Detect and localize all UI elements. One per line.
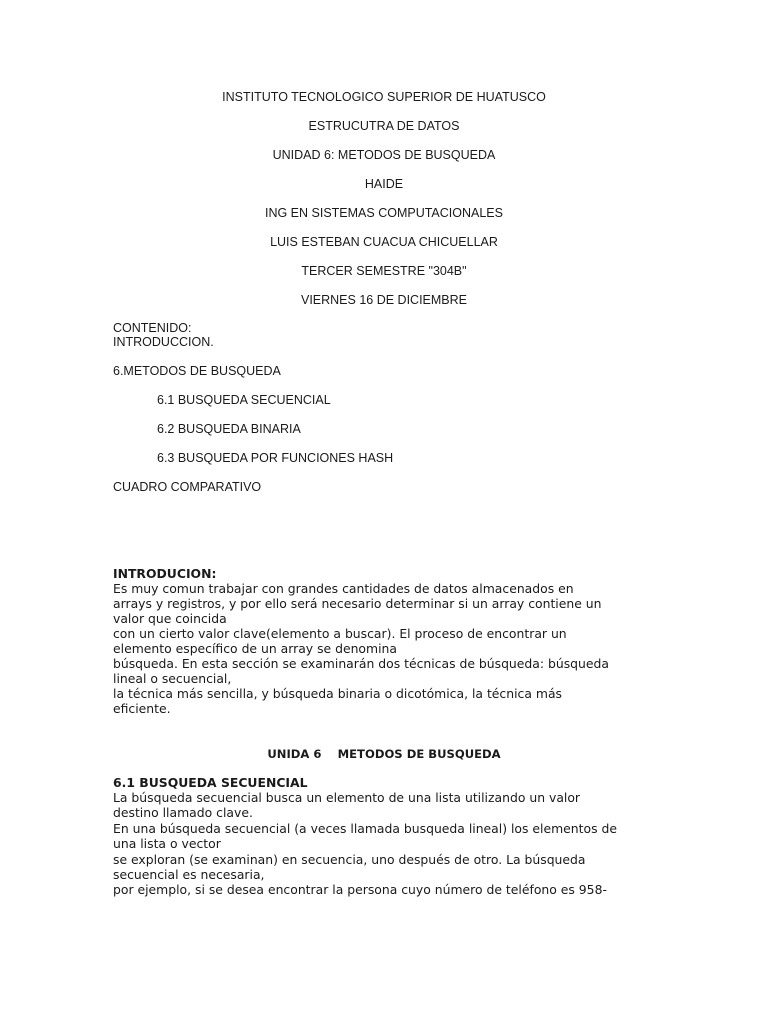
semester-label: TERCER SEMESTRE "304B" bbox=[301, 264, 467, 278]
intro-line: elemento específico de un array se denomina bbox=[113, 641, 397, 656]
intro-line: con un cierto valor clave(elemento a buscar). El proceso de encontrar un bbox=[113, 626, 567, 641]
intro-heading: INTRODUCION: bbox=[113, 566, 217, 581]
intro-line: búsqueda. En esta sección se examinarán dos técnicas de búsqueda: búsqueda bbox=[113, 656, 609, 671]
contents-item: 6.2 BUSQUEDA BINARIA bbox=[157, 422, 301, 436]
sequential-line: secuencial es necesaria, bbox=[113, 867, 265, 882]
sequential-line: La búsqueda secuencial busca un elemento de una lista utilizando un valor bbox=[113, 790, 581, 805]
sequential-line: destino llamado clave. bbox=[113, 805, 253, 820]
subject-name: ESTRUCUTRA DE DATOS bbox=[308, 119, 460, 133]
contents-item: 6.1 BUSQUEDA SECUENCIAL bbox=[157, 393, 331, 407]
intro-line: eficiente. bbox=[113, 701, 171, 716]
intro-line: valor que coincida bbox=[113, 611, 227, 626]
unit-title: UNIDAD 6: METODOS DE BUSQUEDA bbox=[272, 148, 496, 162]
unit-section-heading: UNIDA 6 METODOS DE BUSQUEDA bbox=[267, 747, 501, 761]
teacher-name: HAIDE bbox=[364, 177, 404, 191]
career-name: ING EN SISTEMAS COMPUTACIONALES bbox=[264, 206, 503, 220]
contents-heading: CONTENIDO: bbox=[113, 321, 192, 335]
contents-item: 6.3 BUSQUEDA POR FUNCIONES HASH bbox=[157, 451, 394, 465]
sequential-heading: 6.1 BUSQUEDA SECUENCIAL bbox=[113, 775, 308, 790]
institute-name: INSTITUTO TECNOLOGICO SUPERIOR DE HUATUSCO bbox=[222, 90, 546, 104]
contents-intro: INTRODUCCION. bbox=[113, 335, 214, 349]
intro-line: lineal o secuencial, bbox=[113, 671, 232, 686]
contents-table: CUADRO COMPARATIVO bbox=[113, 480, 262, 494]
intro-line: Es muy comun trabajar con grandes cantidades de datos almacenados en bbox=[113, 581, 574, 596]
sequential-line: una lista o vector bbox=[113, 836, 221, 851]
sequential-line: por ejemplo, si se desea encontrar la persona cuyo número de teléfono es 958- bbox=[113, 882, 607, 897]
intro-line: arrays y registros, y por ello será necesario determinar si un array contiene un bbox=[113, 596, 602, 611]
student-name: LUIS ESTEBAN CUACUA CHICUELLAR bbox=[270, 235, 498, 249]
sequential-line: se exploran (se examinan) en secuencia, uno después de otro. La búsqueda bbox=[113, 852, 586, 867]
sequential-line: En una búsqueda secuencial (a veces llamada busqueda lineal) los elementos de bbox=[113, 821, 617, 836]
contents-chapter: 6.METODOS DE BUSQUEDA bbox=[113, 364, 281, 378]
date-label: VIERNES 16 DE DICIEMBRE bbox=[300, 293, 467, 307]
intro-line: la técnica más sencilla, y búsqueda binaria o dicotómica, la técnica más bbox=[113, 686, 562, 701]
